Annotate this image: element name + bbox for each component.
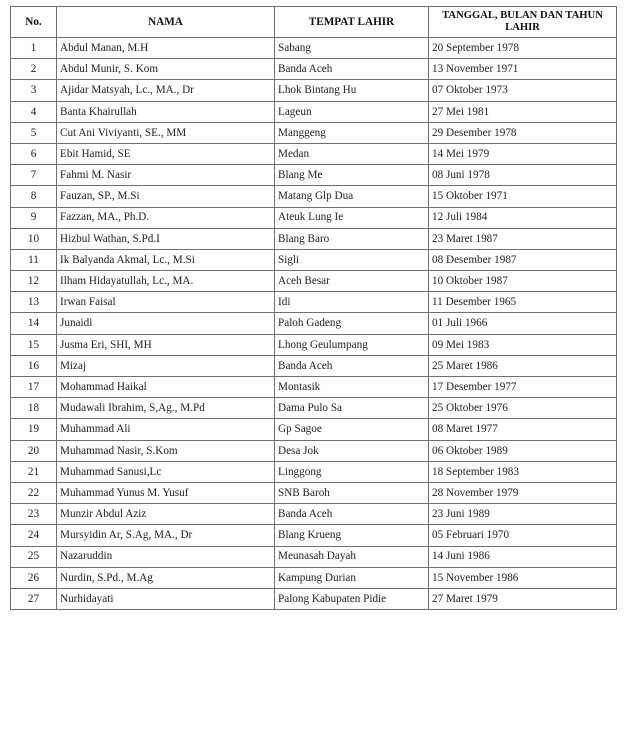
row-number: 25 xyxy=(11,546,57,567)
row-number: 20 xyxy=(11,440,57,461)
row-number: 14 xyxy=(11,313,57,334)
row-birthplace: Lhok Bintang Hu xyxy=(275,80,429,101)
row-birthdate: 20 September 1978 xyxy=(429,38,617,59)
table-row xyxy=(11,355,617,376)
row-birthplace: Meunasah Dayah xyxy=(275,546,429,567)
row-number: 9 xyxy=(11,207,57,228)
table-row xyxy=(11,461,617,482)
row-name: Nurdin, S.Pd., M.Ag xyxy=(57,567,275,588)
row-birthplace: Desa Jok xyxy=(275,440,429,461)
row-birthdate: 15 November 1986 xyxy=(429,567,617,588)
table-row xyxy=(11,143,617,164)
row-name: Mudawali Ibrahim, S,Ag., M.Pd xyxy=(57,398,275,419)
column-header-name: NAMA xyxy=(57,7,275,38)
row-birthplace: SNB Baroh xyxy=(275,482,429,503)
row-birthplace: Blang Me xyxy=(275,165,429,186)
row-birthdate: 08 Maret 1977 xyxy=(429,419,617,440)
table-row xyxy=(11,588,617,609)
row-name: Fazzan, MA., Ph.D. xyxy=(57,207,275,228)
row-birthdate: 08 Desember 1987 xyxy=(429,249,617,270)
row-birthdate: 08 Juni 1978 xyxy=(429,165,617,186)
row-birthdate: 10 Oktober 1987 xyxy=(429,271,617,292)
row-name: Ajidar Matsyah, Lc., MA., Dr xyxy=(57,80,275,101)
row-birthplace: Manggeng xyxy=(275,122,429,143)
table-row xyxy=(11,207,617,228)
row-birthdate: 06 Oktober 1989 xyxy=(429,440,617,461)
row-number: 23 xyxy=(11,504,57,525)
table-row xyxy=(11,59,617,80)
row-number: 27 xyxy=(11,588,57,609)
column-header-date: TANGGAL, BULAN DAN TAHUN LAHIR xyxy=(429,7,617,38)
table-row xyxy=(11,80,617,101)
table-row xyxy=(11,313,617,334)
row-birthdate: 18 September 1983 xyxy=(429,461,617,482)
table-row xyxy=(11,525,617,546)
row-name: Abdul Manan, M.H xyxy=(57,38,275,59)
row-number: 17 xyxy=(11,377,57,398)
row-name: Nurhidayati xyxy=(57,588,275,609)
row-birthdate: 25 Oktober 1976 xyxy=(429,398,617,419)
row-number: 15 xyxy=(11,334,57,355)
row-birthplace: Gp Sagoe xyxy=(275,419,429,440)
row-name: Muhammad Yunus M. Yusuf xyxy=(57,482,275,503)
table-body xyxy=(11,38,617,610)
row-birthdate: 27 Maret 1979 xyxy=(429,588,617,609)
table-row xyxy=(11,398,617,419)
table-row xyxy=(11,249,617,270)
row-name: Jusma Eri, SHI, MH xyxy=(57,334,275,355)
row-number: 6 xyxy=(11,143,57,164)
row-birthdate: 14 Juni 1986 xyxy=(429,546,617,567)
row-name: Nazaruddin xyxy=(57,546,275,567)
table-row xyxy=(11,504,617,525)
document-page xyxy=(10,6,616,610)
row-birthplace: Blang Krueng xyxy=(275,525,429,546)
table-row xyxy=(11,440,617,461)
row-number: 18 xyxy=(11,398,57,419)
row-birthplace: Lhong Geulumpang xyxy=(275,334,429,355)
table-row xyxy=(11,419,617,440)
row-birthdate: 15 Oktober 1971 xyxy=(429,186,617,207)
row-birthplace: Blang Baro xyxy=(275,228,429,249)
row-name: Junaidi xyxy=(57,313,275,334)
row-birthplace: Sigli xyxy=(275,249,429,270)
row-number: 8 xyxy=(11,186,57,207)
row-name: Muhammad Ali xyxy=(57,419,275,440)
row-birthplace: Banda Aceh xyxy=(275,59,429,80)
row-number: 26 xyxy=(11,567,57,588)
row-number: 24 xyxy=(11,525,57,546)
row-birthplace: Sabang xyxy=(275,38,429,59)
row-name: Fauzan, SP., M.Si xyxy=(57,186,275,207)
table-row xyxy=(11,567,617,588)
table-row xyxy=(11,186,617,207)
row-name: Cut Ani Viviyanti, SE., MM xyxy=(57,122,275,143)
row-birthplace: Dama Pulo Sa xyxy=(275,398,429,419)
row-birthplace: Montasik xyxy=(275,377,429,398)
table-row xyxy=(11,271,617,292)
row-birthplace: Banda Aceh xyxy=(275,355,429,376)
row-number: 2 xyxy=(11,59,57,80)
row-birthplace: Medan xyxy=(275,143,429,164)
row-birthplace: Linggong xyxy=(275,461,429,482)
row-name: Fahmi M. Nasir xyxy=(57,165,275,186)
row-birthdate: 12 Juli 1984 xyxy=(429,207,617,228)
row-number: 7 xyxy=(11,165,57,186)
row-number: 19 xyxy=(11,419,57,440)
row-birthdate: 07 Oktober 1973 xyxy=(429,80,617,101)
row-birthdate: 25 Maret 1986 xyxy=(429,355,617,376)
row-number: 5 xyxy=(11,122,57,143)
row-number: 3 xyxy=(11,80,57,101)
row-name: Abdul Munir, S. Kom xyxy=(57,59,275,80)
row-birthplace: Lageun xyxy=(275,101,429,122)
table-row xyxy=(11,101,617,122)
row-birthplace: Ateuk Lung Ie xyxy=(275,207,429,228)
row-birthdate: 28 November 1979 xyxy=(429,482,617,503)
row-birthdate: 17 Desember 1977 xyxy=(429,377,617,398)
row-number: 16 xyxy=(11,355,57,376)
row-number: 1 xyxy=(11,38,57,59)
table-header-row xyxy=(11,7,617,38)
row-name: Muhammad Sanusi,Lc xyxy=(57,461,275,482)
row-birthplace: Palong Kabupaten Pidie xyxy=(275,588,429,609)
table-row xyxy=(11,228,617,249)
row-birthdate: 13 November 1971 xyxy=(429,59,617,80)
row-birthplace: Idi xyxy=(275,292,429,313)
row-birthplace: Paloh Gadeng xyxy=(275,313,429,334)
row-birthdate: 11 Desember 1965 xyxy=(429,292,617,313)
row-number: 21 xyxy=(11,461,57,482)
table-row xyxy=(11,546,617,567)
row-name: Ilham Hidayatullah, Lc., MA. xyxy=(57,271,275,292)
table-row xyxy=(11,292,617,313)
row-name: Irwan Faisal xyxy=(57,292,275,313)
row-name: Mizaj xyxy=(57,355,275,376)
row-number: 22 xyxy=(11,482,57,503)
row-birthplace: Banda Aceh xyxy=(275,504,429,525)
column-header-place: TEMPAT LAHIR xyxy=(275,7,429,38)
table-row xyxy=(11,334,617,355)
row-name: Mohammad Haikal xyxy=(57,377,275,398)
row-birthplace: Matang Glp Dua xyxy=(275,186,429,207)
column-header-no: No. xyxy=(11,7,57,38)
table-row xyxy=(11,122,617,143)
row-number: 12 xyxy=(11,271,57,292)
row-number: 10 xyxy=(11,228,57,249)
row-name: Hizbul Wathan, S.Pd.I xyxy=(57,228,275,249)
row-birthplace: Kampung Durian xyxy=(275,567,429,588)
table-row xyxy=(11,377,617,398)
row-birthdate: 23 Juni 1989 xyxy=(429,504,617,525)
table-row xyxy=(11,482,617,503)
table-row xyxy=(11,165,617,186)
row-number: 4 xyxy=(11,101,57,122)
birth-data-table xyxy=(10,6,617,610)
table-row xyxy=(11,38,617,59)
row-birthdate: 01 Juli 1966 xyxy=(429,313,617,334)
row-birthdate: 27 Mei 1981 xyxy=(429,101,617,122)
row-birthdate: 05 Februari 1970 xyxy=(429,525,617,546)
row-name: Ebit Hamid, SE xyxy=(57,143,275,164)
row-number: 11 xyxy=(11,249,57,270)
row-name: Ik Balyanda Akmal, Lc., M.Si xyxy=(57,249,275,270)
row-birthdate: 23 Maret 1987 xyxy=(429,228,617,249)
row-birthdate: 29 Desember 1978 xyxy=(429,122,617,143)
row-name: Muhammad Nasir, S.Kom xyxy=(57,440,275,461)
row-name: Mursyidin Ar, S.Ag, MA., Dr xyxy=(57,525,275,546)
row-name: Banta Khairullah xyxy=(57,101,275,122)
row-name: Munzir Abdul Aziz xyxy=(57,504,275,525)
row-number: 13 xyxy=(11,292,57,313)
row-birthplace: Aceh Besar xyxy=(275,271,429,292)
row-birthdate: 14 Mei 1979 xyxy=(429,143,617,164)
row-birthdate: 09 Mei 1983 xyxy=(429,334,617,355)
